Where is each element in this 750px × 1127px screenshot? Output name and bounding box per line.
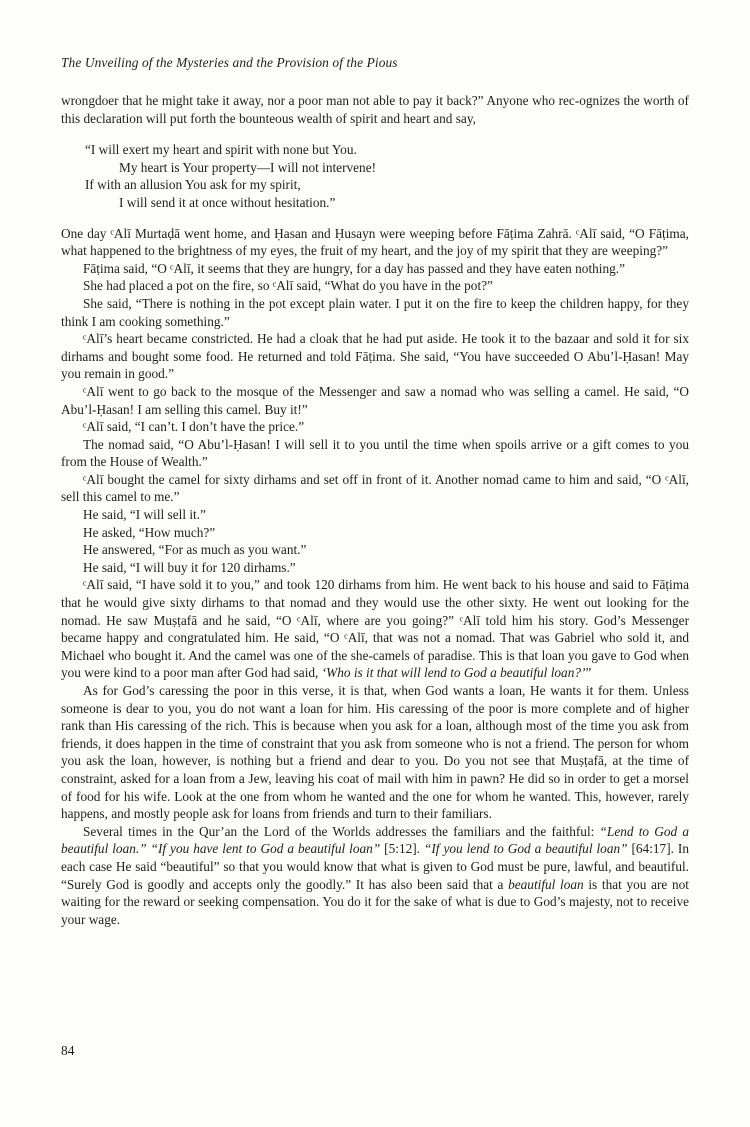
paragraph [61, 418, 689, 436]
paragraph [61, 823, 689, 929]
body-text: He said, “I will sell it.” [83, 507, 206, 523]
verse-line: My heart is Your property—I will not intervene! [119, 159, 377, 175]
body-text: As for God’s caressing the poor in this verse, it is that, when God wants a loan, He wants it for them. Unless someone is dear to you, you do not want a loan for him. His caressing of the poor is more complete and of higher rank than His caressing of the rich. This is because when you ask for a loan, although most of the time you ask from friends, it does happen in the time of constraint that you ask from someone who is not a friend. The person for whom you ask the loan, however, is nothing but a friend and dear to you. Do you not see that Muṣṭafā, at the time of constraint, asked for a loan from a Jew, leaving his coat of mail with him in pawn? He did so in order to get a morsel of food for his wife. Look at the one from whom he wanted and the one for whom he wanted. This, however, rarely happens, and mostly people ask for loans from friends and turn to their familiars. [61, 683, 689, 822]
body-text: ᶜAlī’s heart became constricted. He had a cloak that he had put aside. He took it to the bazaar and sold it for six dirhams and bought some food. He returned and told Fāṭima. She said, “You have succeeded O Abu’l-Ḥasan! May you remain in good.” [61, 331, 689, 382]
verse-line: If with an allusion You ask for my spirit, [85, 177, 301, 193]
paragraph [61, 277, 689, 295]
paragraph [61, 295, 689, 330]
quote-italic-text: “Lend to God a beautiful loan.” [61, 823, 689, 857]
paragraph [61, 260, 689, 278]
quote-italic-text: beautiful loan [508, 876, 584, 892]
page-number: 84 [61, 1043, 75, 1058]
quote-italic-text: “If you have lent to God a beautiful loan” [150, 841, 381, 857]
verse-line: I will send it at once without hesitation.” [119, 194, 336, 210]
verse-block [85, 141, 689, 211]
quote-italic-text: ‘Who is it that will lend to God a beautiful loan?’ [321, 665, 586, 681]
body-text: She had placed a pot on the fire, so ᶜAlī said, “What do you have in the pot?” [83, 278, 493, 294]
paragraph [61, 330, 689, 383]
body-text: He answered, “For as much as you want.” [83, 542, 307, 558]
paragraph [61, 506, 689, 524]
body-text: He asked, “How much?” [83, 524, 216, 540]
body-text: ᶜAlī went to go back to the mosque of the Messenger and saw a nomad who was selling a camel. He said, “O Abu’l-Ḥasan! I am selling this camel. Buy it!” [61, 383, 689, 417]
paragraph [61, 524, 689, 542]
quote-italic-text: “If you lend to God a beautiful loan” [423, 841, 628, 857]
body-text: ᶜAlī said, “I can’t. I don’t have the price.” [83, 419, 305, 435]
paragraph [61, 471, 689, 506]
body-text: The nomad said, “O Abu’l-Ḥasan! I will sell it to you until the time when spoils arrive or a gift comes to you from the House of Wealth.” [61, 436, 689, 470]
body-text: Fāṭima said, “O ᶜAlī, it seems that they are hungry, for a day has passed and they have eaten nothing.” [83, 260, 626, 276]
paragraph [61, 92, 689, 127]
paragraph [61, 383, 689, 418]
body-text: ” [585, 665, 592, 681]
paragraph [61, 541, 689, 559]
paragraph [61, 682, 689, 823]
body-text: One day ᶜAlī Murtaḍā went home, and Ḥasan and Ḥusayn were weeping before Fāṭima Zahrā. ᶜAlī said, “O Fāṭima, what happened to the brightness of my eyes, the fruit of my heart, and the joy of my spirit that they are weeping?” [61, 225, 689, 259]
paragraph [61, 559, 689, 577]
body-text: ᶜAlī said, “I have sold it to you,” and took 120 dirhams from him. He went back to his house and said to Fāṭima that he would give sixty dirhams to that nomad and they would use the other sixty. He went out looking for the nomad. He saw Muṣṭafā and he said, “O ᶜAlī, where are you going?” ᶜAlī told him his story. God’s Messenger became happy and congratulated him. He said, “O ᶜAlī, that was not a nomad. That was Gabriel who sold it, and Michael who bought it. And the camel was one of the she-camels of paradise. This is that loan you gave to God when you were kind to a poor man after God had said, [61, 577, 689, 681]
paragraph [61, 436, 689, 471]
verse-line: “I will exert my heart and spirit with none but You. [85, 142, 357, 158]
body-text: He said, “I will buy it for 120 dirhams.” [83, 559, 296, 575]
body-text: She said, “There is nothing in the pot except plain water. I put it on the fire to keep the children happy, for they think I am cooking something.” [61, 295, 689, 329]
paragraph [61, 576, 689, 682]
body-text: is that you are not waiting for the reward or seeking compensation. You do it for the sake of what is due to God’s majesty, not to receive your wage. [61, 876, 689, 927]
body-text: [64:17]. In each case He said “beautiful” so that you would know that what is given to God must be pure, lawful, and beautiful. “Surely God is goodly and accepts only the goodly.” It has also been said that a [61, 841, 689, 892]
body-text: Several times in the Qur’an the Lord of the Worlds addresses the familiars and the faithful: [83, 823, 600, 839]
page-content [61, 92, 689, 928]
running-head: The Unveiling of the Mysteries and the Provision of the Pious [61, 55, 398, 70]
body-text: wrongdoer that he might take it away, nor a poor man not able to pay it back?” Anyone who rec-ognizes the worth of this declaration will put forth the bounteous wealth of spirit and heart and say, [61, 93, 689, 126]
body-text: ᶜAlī bought the camel for sixty dirhams and set off in front of it. Another nomad came to him and said, “O ᶜAlī, sell this camel to me.” [61, 471, 689, 505]
body-text: [5:12]. [380, 841, 424, 857]
paragraph [61, 225, 689, 260]
